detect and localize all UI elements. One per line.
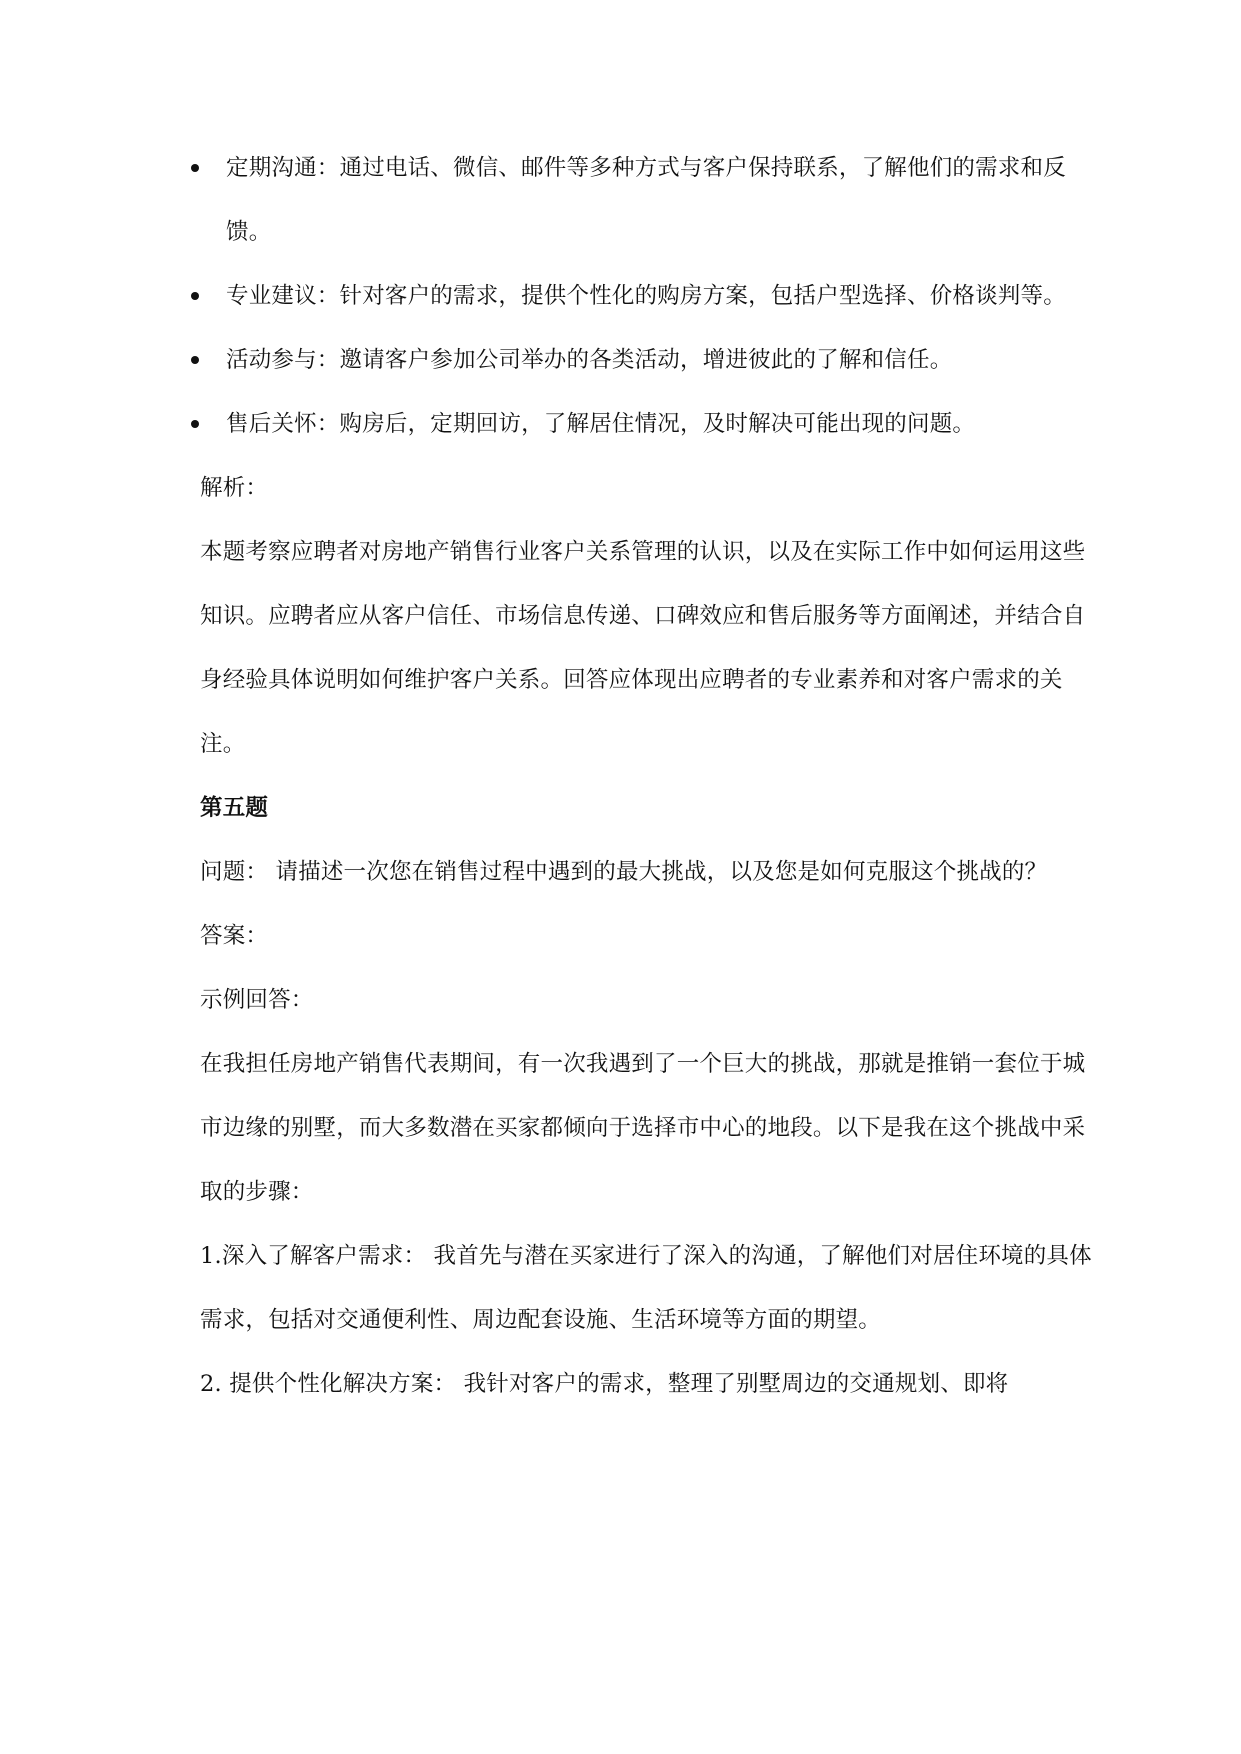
example-label: 示例回答： [200, 987, 314, 1013]
bullet-item-communication [200, 136, 1095, 264]
bullet-item-activities [200, 328, 1095, 392]
step-1-paragraph: 1.深入了解客户需求： 我首先与潜在买家进行了深入的沟通，了解他们对居住环境的具体需求，包括对交通便利性、周边配套设施、生活环境等方面的期望。 [200, 1243, 1092, 1333]
bullet-item-aftercare [200, 392, 1095, 456]
bullet-icon [191, 164, 199, 172]
question-paragraph: 问题： 请描述一次您在销售过程中遇到的最大挑战，以及您是如何克服这个挑战的？ [200, 859, 1048, 885]
bullet-text: 专业建议：针对客户的需求，提供个性化的购房方案，包括户型选择、价格谈判等。 [226, 283, 1066, 309]
bullet-item-advice [200, 264, 1095, 328]
analysis-paragraph: 本题考察应聘者对房地产销售行业客户关系管理的认识，以及在实际工作中如何运用这些知识。应聘者应从客户信任、市场信息传递、口碑效应和售后服务等方面阐述，并结合自身经验具体说明如何维护客户关系。回答应体现出应聘者的专业素养和对客户需求的关注。 [200, 539, 1086, 757]
story-paragraph: 在我担任房地产销售代表期间，有一次我遇到了一个巨大的挑战，那就是推销一套位于城市边缘的别墅，而大多数潜在买家都倾向于选择市中心的地段。以下是我在这个挑战中采取的步骤： [200, 1051, 1086, 1205]
analysis-label: 解析： [200, 475, 269, 501]
bullet-text: 售后关怀：购房后，定期回访，了解居住情况，及时解决可能出现的问题。 [226, 411, 976, 437]
bullet-icon [191, 356, 199, 364]
step-2-paragraph: 2. 提供个性化解决方案： 我针对客户的需求，整理了别墅周边的交通规划、即将 [200, 1371, 1009, 1397]
section-heading: 第五题 [200, 795, 269, 821]
bullet-text: 定期沟通：通过电话、微信、邮件等多种方式与客户保持联系，了解他们的需求和反馈。 [226, 155, 1066, 245]
document-content [200, 136, 1095, 1416]
bullet-icon [191, 420, 199, 428]
bullet-icon [191, 292, 199, 300]
answer-label: 答案： [200, 923, 269, 949]
bullet-text: 活动参与：邀请客户参加公司举办的各类活动，增进彼此的了解和信任。 [226, 347, 953, 373]
